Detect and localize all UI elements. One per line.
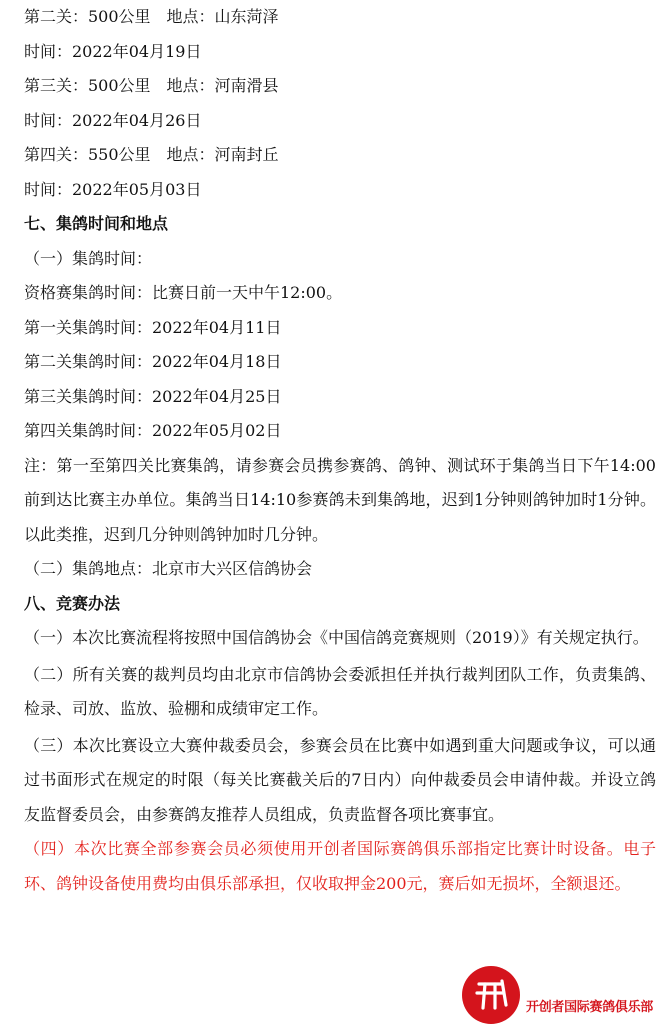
schedule-line-6: 时间：2022年05月03日	[24, 179, 202, 199]
club-brand-text: 开创者国际赛鸽俱乐部	[526, 999, 654, 1015]
seal-glyph-icon	[471, 975, 511, 1015]
rules-paragraph-4: （四）本次比赛全部参赛会员必须使用开创者国际赛鸽俱乐部指定比赛计时设备。电子环、鸽钟设备使用费均由俱乐部承担，仅收取押金200元，赛后如无损坏，全额退还。	[24, 839, 656, 893]
section-7-heading: 七、集鸽时间和地点	[24, 214, 169, 233]
collection-time-stage-2: 第二关集鸽时间：2022年04月18日	[24, 352, 282, 371]
schedule-line-5: 第四关：550公里 地点：河南封丘	[24, 145, 279, 164]
pigeon-club-seal-icon	[462, 966, 520, 1024]
club-watermark	[462, 962, 666, 1028]
section-8-heading: 八、竞赛办法	[24, 593, 121, 613]
rules-paragraph-3: （三）本次比赛设立大赛仲裁委员会，参赛会员在比赛中如遇到重大问题或争议，可以通过书面形式在规定的时限（每关比赛截关后的7日内）向仲裁委员会申请仲裁。并设立鸽友监督委员会，由参赛鸽友推荐人员组成，负责监督各项比赛事宜。	[24, 735, 656, 824]
schedule-line-4: 时间：2022年04月26日	[24, 110, 202, 130]
rules-paragraph-1: （一）本次比赛流程将按照中国信鸽协会《中国信鸽竞赛规则（2019）》有关规定执行。	[24, 628, 649, 647]
document-page	[24, 0, 656, 901]
schedule-line-3: 第三关：500公里 地点：河南滑县	[24, 76, 279, 95]
collection-time-stage-1: 第一关集鸽时间：2022年04月11日	[24, 317, 282, 337]
collection-time-qualifier: 资格赛集鸽时间：比赛日前一天中午12:00。	[24, 283, 343, 302]
collection-time-stage-4: 第四关集鸽时间：2022年05月02日	[24, 421, 282, 440]
schedule-line-1: 第二关：500公里 地点：山东菏泽	[24, 7, 279, 26]
rules-paragraph-2: （二）所有关赛的裁判员均由北京市信鸽协会委派担任并执行裁判团队工作，负责集鸽、检录、司放、监放、验棚和成绩审定工作。	[24, 664, 656, 718]
collection-note: 注：第一至第四关比赛集鸽，请参赛会员携参赛鸽、鸽钟、测试环于集鸽当日下午14:00前到达比赛主办单位。集鸽当日14:10参赛鸽未到集鸽地，迟到1分钟则鸽钟加时1分钟。以此类推，迟到几分钟则鸽钟加时几分钟。	[24, 455, 656, 544]
collection-time-stage-3: 第三关集鸽时间：2022年04月25日	[24, 386, 282, 406]
section-7-sub-2: （二）集鸽地点：北京市大兴区信鸽协会	[24, 559, 313, 578]
schedule-line-2: 时间：2022年04月19日	[24, 41, 202, 61]
section-7-sub-1: （一）集鸽时间：	[24, 248, 153, 268]
